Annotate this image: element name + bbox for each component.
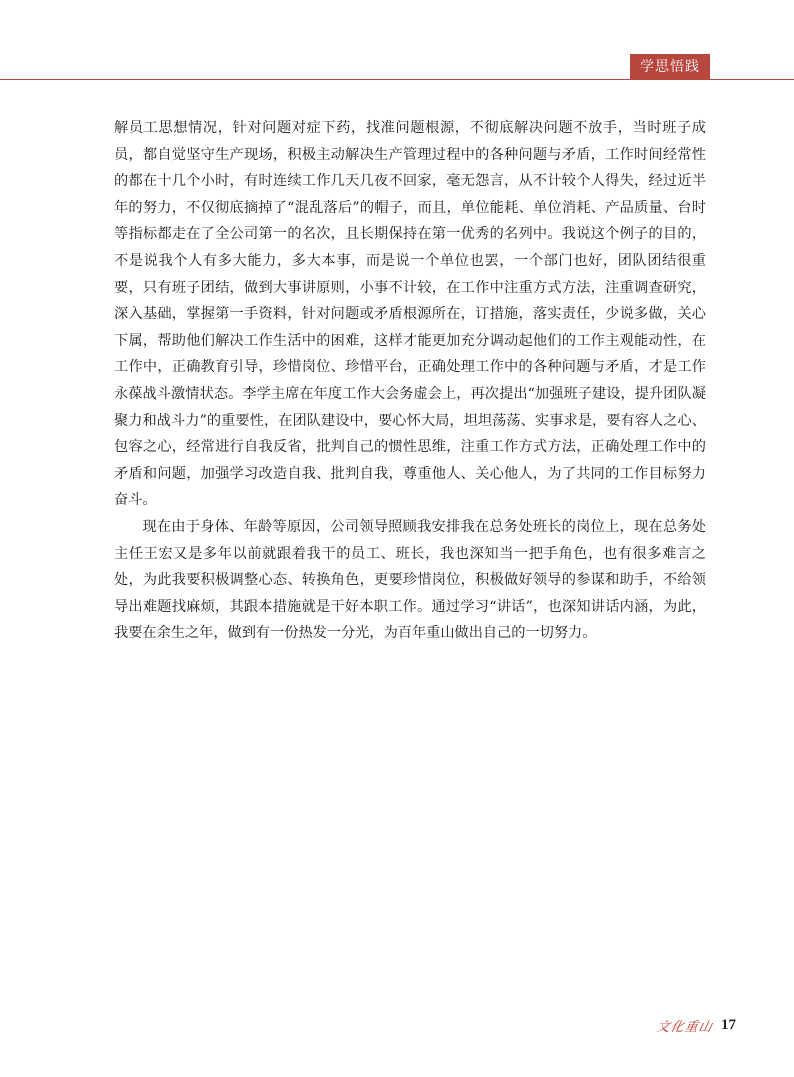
page-number: 17 bbox=[721, 1017, 736, 1033]
article-body bbox=[114, 115, 706, 647]
publication-logo: 文化重山 bbox=[654, 1020, 715, 1035]
page-footer bbox=[654, 1016, 736, 1035]
paragraph-continued: 解员工思想情况，针对问题对症下药，找准问题根源，不彻底解决问题不放手，当时班子成员，都自觉坚守生产现场，积极主动解决生产管理过程中的各种问题与矛盾，工作时间经常性的都在十几个小时，有时连续工作几天几夜不回家，毫无怨言，从不计较个人得失，经过近半年的努力，不仅彻底摘掉了“混乱落后”的帽子，而且，单位能耗、单位消耗、产品质量、台时等指标都走在了全公司第一的名次，且长期保持在第一优秀的名列中。我说这个例子的目的，不是说我个人有多大能力，多大本事，而是说一个单位也罢，一个部门也好，团队团结很重要，只有班子团结，做到大事讲原则，小事不计较，在工作中注重方式方法，注重调查研究，深入基础，掌握第一手资料，针对问题或矛盾根源所在，订措施，落实责任，少说多做，关心下属，帮助他们解决工作生活中的困难，这样才能更加充分调动起他们的工作主观能动性，在工作中，正确教育引导，珍惜岗位、珍惜平台，正确处理工作中的各种问题与矛盾，才是工作永葆战斗激情状态。李学主席在年度工作大会务虚会上，再次提出“加强班子建设，提升团队凝聚力和战斗力”的重要性，在团队建设中，要心怀大局，坦坦荡荡、实事求是，要有容人之心、包容之心，经常进行自我反省，批判自己的惯性思维，注重工作方式方法，正确处理工作中的矛盾和问题，加强学习改造自我、批判自我，尊重他人、关心他人，为了共同的工作目标努力奋斗。 bbox=[114, 120, 706, 509]
paragraph: 现在由于身体、年龄等原因，公司领导照顾我安排我在总务处班长的岗位上，现在总务处主任王宏又是多年以前就跟着我干的员工、班长，我也深知当一把手角色，也有很多难言之处，为此我要积极调整心态、转换角色，更要珍惜岗位，积极做好领导的参谋和助手，不给领导出难题找麻烦，其跟本措施就是干好本职工作。通过学习“讲话”，也深知讲话内涵，为此，我要在余生之年，做到有一份热发一分光，为百年重山做出自己的一切努力。 bbox=[114, 518, 706, 642]
section-tag: 学思悟践 bbox=[630, 54, 710, 80]
